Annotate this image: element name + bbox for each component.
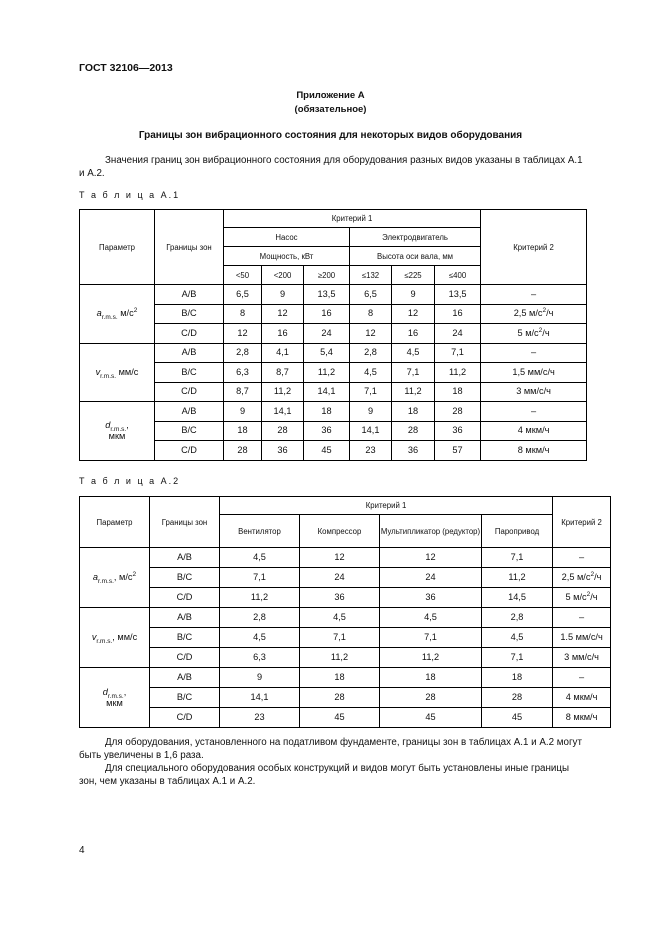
value-cell: 4,5 — [392, 343, 435, 363]
criterion1-header: Критерий 1 — [224, 210, 481, 228]
subheader-cell: Паропривод — [482, 515, 553, 548]
zone-cell: C/D — [155, 441, 224, 461]
parameter-cell — [80, 402, 155, 461]
value-cell: 18 — [300, 668, 380, 688]
parameter-symbol: v — [91, 632, 97, 642]
value-cell: 28 — [380, 688, 482, 708]
criterion2-suffix: /ч — [594, 572, 602, 582]
value-cell: 28 — [224, 441, 262, 461]
parameter-unit: , — [126, 419, 129, 430]
table-row — [80, 402, 587, 422]
parameter-subscript: r.m.s. — [101, 314, 118, 322]
value-cell: 14,1 — [262, 402, 304, 422]
parameter-unit: м/с — [117, 308, 134, 319]
criterion2-value: – — [531, 288, 537, 299]
table-row — [80, 285, 587, 305]
parameter-label — [80, 632, 149, 643]
parameter-label — [80, 572, 149, 583]
subheader-cell: ≤400 — [435, 266, 481, 285]
value-cell: 18 — [380, 668, 482, 688]
criterion2-suffix: /ч — [542, 327, 550, 338]
criterion2-cell — [553, 708, 611, 728]
criterion1-header: Критерий 1 — [220, 497, 553, 515]
subheader-cell: ≤225 — [392, 266, 435, 285]
value-cell: 12 — [262, 304, 304, 324]
appendix-status: (обязательное) — [294, 104, 367, 115]
criterion2-cell — [481, 421, 587, 441]
note-paragraph-2: Для специального оборудования особых конструкций и видов могут быть установлены иные границы зон, чем указаны в таблицах А.1 и А.2. — [79, 763, 570, 787]
value-cell: 11,2 — [304, 363, 350, 383]
value-cell: 9 — [220, 668, 300, 688]
value-cell: 16 — [392, 324, 435, 344]
value-cell: 6,5 — [350, 285, 392, 305]
value-cell: 24 — [304, 324, 350, 344]
value-cell: 14,5 — [482, 588, 553, 608]
parameter-unit: , м/с — [113, 572, 133, 582]
value-cell: 36 — [304, 421, 350, 441]
table-row — [80, 648, 611, 668]
zone-cell: B/C — [155, 421, 224, 441]
value-cell: 4,5 — [300, 608, 380, 628]
zone-cell: C/D — [150, 708, 220, 728]
parameter-unit-line2: мкм — [108, 430, 126, 441]
parameter-subscript: r.m.s. — [107, 692, 124, 700]
value-cell: 57 — [435, 441, 481, 461]
value-cell: 4,5 — [380, 608, 482, 628]
value-cell: 6,5 — [224, 285, 262, 305]
pump-header: Насос — [224, 228, 350, 247]
parameter-unit: , — [123, 686, 127, 697]
table-row — [80, 324, 587, 344]
intro-paragraph: Значения границ зон вибрационного состояния для оборудования разных видов указаны в таблицах А.1 и А.2. — [79, 155, 583, 179]
criterion2-exponent: 2 — [586, 590, 591, 598]
table-row — [80, 588, 611, 608]
value-cell: 2,8 — [350, 343, 392, 363]
criterion2-value: 1,5 мм/с/ч — [512, 366, 555, 377]
criterion2-value: 2,5 м/с — [513, 308, 543, 319]
standard-header: ГОСТ 32106—2013 — [79, 62, 173, 74]
parameter-cell — [80, 548, 150, 608]
value-cell: 7,1 — [220, 568, 300, 588]
criterion2-value: 5 м/с — [565, 592, 587, 602]
shaft-height-header: Высота оси вала, мм — [350, 247, 481, 266]
criterion2-header: Критерий 2 — [553, 497, 611, 548]
parameter-label — [80, 420, 154, 431]
zone-cell: B/C — [150, 688, 220, 708]
criterion2-value: 1.5 мм/с/ч — [560, 632, 603, 642]
value-cell: 13,5 — [435, 285, 481, 305]
criterion2-value: 3 мм/с/ч — [564, 652, 599, 662]
parameter-cell — [80, 343, 155, 402]
value-cell: 24 — [435, 324, 481, 344]
value-cell: 45 — [482, 708, 553, 728]
parameter-cell — [80, 285, 155, 344]
value-cell: 6,3 — [220, 648, 300, 668]
criterion2-value: 2,5 м/с — [561, 572, 591, 582]
value-cell: 23 — [350, 441, 392, 461]
table-row — [80, 363, 587, 383]
value-cell: 6,3 — [224, 363, 262, 383]
table1-caption: Т а б л и ц а А.1 — [79, 190, 181, 200]
subheader-cell: <200 — [262, 266, 304, 285]
table-a2 — [79, 496, 611, 728]
value-cell: 14,1 — [350, 421, 392, 441]
table-row — [80, 568, 611, 588]
value-cell: 7,1 — [392, 363, 435, 383]
value-cell: 16 — [262, 324, 304, 344]
parameter-cell — [80, 668, 150, 728]
subheader-cell: Вентилятор — [220, 515, 300, 548]
table-a1 — [79, 209, 587, 461]
criterion2-value: – — [531, 347, 537, 358]
criterion2-cell — [481, 285, 587, 305]
zone-cell: B/C — [155, 363, 224, 383]
criterion2-cell — [481, 363, 587, 383]
criterion2-header: Критерий 2 — [481, 210, 587, 285]
criterion2-suffix: /ч — [590, 592, 598, 602]
table-row — [80, 441, 587, 461]
value-cell: 28 — [482, 688, 553, 708]
value-cell: 11,2 — [300, 648, 380, 668]
value-cell: 16 — [435, 304, 481, 324]
table-row — [80, 421, 587, 441]
parameter-label — [80, 687, 149, 698]
value-cell: 7,1 — [435, 343, 481, 363]
table-row — [80, 382, 587, 402]
value-cell: 8 — [224, 304, 262, 324]
value-cell: 7,1 — [300, 628, 380, 648]
zone-cell: A/B — [150, 668, 220, 688]
zone-cell: C/D — [155, 382, 224, 402]
criterion2-cell — [553, 608, 611, 628]
value-cell: 12 — [300, 548, 380, 568]
value-cell: 9 — [350, 402, 392, 422]
zone-cell: B/C — [155, 304, 224, 324]
value-cell: 4,5 — [482, 628, 553, 648]
criterion2-cell — [481, 343, 587, 363]
table-row — [80, 304, 587, 324]
motor-header: Электродвигатель — [350, 228, 481, 247]
value-cell: 11,2 — [380, 648, 482, 668]
value-cell: 13,5 — [304, 285, 350, 305]
zone-cell: B/C — [150, 568, 220, 588]
criterion2-value: – — [578, 612, 585, 622]
value-cell: 36 — [262, 441, 304, 461]
value-cell: 12 — [350, 324, 392, 344]
criterion2-cell — [481, 441, 587, 461]
value-cell: 11,2 — [392, 382, 435, 402]
table-row — [80, 608, 611, 628]
parameter-subscript: r.m.s. — [98, 577, 114, 585]
value-cell: 5,4 — [304, 343, 350, 363]
param-header: Параметр — [80, 210, 155, 285]
criterion2-exponent: 2 — [590, 570, 595, 578]
value-cell: 28 — [262, 421, 304, 441]
zone-cell: C/D — [150, 648, 220, 668]
criterion2-cell — [553, 568, 611, 588]
value-cell: 28 — [300, 688, 380, 708]
value-cell: 18 — [304, 402, 350, 422]
value-cell: 9 — [262, 285, 304, 305]
criterion2-value: 3 мм/с/ч — [516, 386, 551, 397]
parameter-unit-exponent: 2 — [132, 570, 137, 578]
zones-header: Границы зон — [150, 497, 220, 548]
value-cell: 7,1 — [482, 548, 553, 568]
parameter-unit-line2: мкм — [106, 697, 123, 708]
value-cell: 11,2 — [262, 382, 304, 402]
parameter-subscript: r.m.s. — [96, 637, 113, 645]
value-cell: 7,1 — [482, 648, 553, 668]
criterion2-cell — [481, 324, 587, 344]
criterion2-value: – — [531, 405, 537, 416]
zone-cell: C/D — [155, 324, 224, 344]
section-title: Границы зон вибрационного состояния для некоторых видов оборудования — [138, 130, 523, 141]
value-cell: 45 — [304, 441, 350, 461]
criterion2-exponent: 2 — [542, 307, 547, 315]
value-cell: 9 — [224, 402, 262, 422]
parameter-symbol: a — [92, 572, 99, 582]
value-cell: 4,1 — [262, 343, 304, 363]
value-cell: 18 — [392, 402, 435, 422]
parameter-unit: , мм/с — [112, 632, 138, 642]
parameter-symbol: d — [102, 686, 108, 697]
value-cell: 11,2 — [435, 363, 481, 383]
value-cell: 24 — [300, 568, 380, 588]
criterion2-cell — [553, 688, 611, 708]
value-cell: 14,1 — [304, 382, 350, 402]
value-cell: 36 — [380, 588, 482, 608]
parameter-symbol: v — [95, 366, 101, 377]
value-cell: 12 — [380, 548, 482, 568]
zone-cell: A/B — [155, 402, 224, 422]
value-cell: 28 — [435, 402, 481, 422]
value-cell: 18 — [435, 382, 481, 402]
criterion2-cell — [553, 628, 611, 648]
criterion2-cell — [553, 648, 611, 668]
value-cell: 8 — [350, 304, 392, 324]
value-cell: 36 — [435, 421, 481, 441]
criterion2-suffix: /ч — [546, 308, 554, 319]
parameter-label — [80, 307, 154, 322]
note-paragraph-1: Для оборудования, установленного на податливом фундаменте, границы зон в таблицах А.1 и А.2 могут быть увеличены в 1,6 раза. — [79, 737, 582, 761]
value-cell: 36 — [392, 441, 435, 461]
table-row — [80, 688, 611, 708]
zone-cell: B/C — [150, 628, 220, 648]
parameter-subscript: r.m.s. — [110, 425, 127, 433]
value-cell: 16 — [304, 304, 350, 324]
table2-caption: Т а б л и ц а А.2 — [79, 476, 181, 486]
appendix-name: Приложение А — [296, 90, 365, 101]
zone-cell: A/B — [150, 548, 220, 568]
subheader-cell: ≥200 — [304, 266, 350, 285]
value-cell: 9 — [392, 285, 435, 305]
value-cell: 45 — [380, 708, 482, 728]
criterion2-value: – — [578, 552, 585, 562]
zone-cell: C/D — [150, 588, 220, 608]
zone-cell: A/B — [155, 343, 224, 363]
page-number: 4 — [79, 845, 85, 856]
criterion2-value: 8 мкм/ч — [517, 444, 550, 455]
subheader-cell: Мультипликатор (редуктор) — [380, 515, 482, 548]
criterion2-cell — [553, 548, 611, 568]
criterion2-value: – — [578, 672, 585, 682]
zone-cell: A/B — [150, 608, 220, 628]
criterion2-cell — [553, 588, 611, 608]
value-cell: 23 — [220, 708, 300, 728]
criterion2-exponent: 2 — [538, 326, 543, 334]
parameter-unit: мм/с — [116, 366, 139, 377]
value-cell: 4,5 — [350, 363, 392, 383]
parameter-unit-exponent: 2 — [133, 307, 138, 315]
value-cell: 36 — [300, 588, 380, 608]
criterion2-cell — [481, 382, 587, 402]
criterion2-value: 5 м/с — [517, 327, 539, 338]
value-cell: 11,2 — [220, 588, 300, 608]
value-cell: 14,1 — [220, 688, 300, 708]
subheader-cell: ≤132 — [350, 266, 392, 285]
value-cell: 18 — [224, 421, 262, 441]
criterion2-cell — [553, 668, 611, 688]
table-row — [80, 548, 611, 568]
value-cell: 12 — [392, 304, 435, 324]
criterion2-cell — [481, 304, 587, 324]
value-cell: 8,7 — [224, 382, 262, 402]
value-cell: 2,8 — [220, 608, 300, 628]
parameter-label — [80, 367, 154, 378]
criterion2-value: 4 мкм/ч — [517, 425, 550, 436]
table-row — [80, 668, 611, 688]
table-row — [80, 628, 611, 648]
criterion2-value: 8 мкм/ч — [565, 712, 598, 722]
table-row — [80, 343, 587, 363]
subheader-cell: <50 — [224, 266, 262, 285]
parameter-symbol: a — [96, 308, 102, 319]
value-cell: 4,5 — [220, 548, 300, 568]
value-cell: 28 — [392, 421, 435, 441]
value-cell: 2,8 — [224, 343, 262, 363]
criterion2-cell — [481, 402, 587, 422]
parameter-symbol: d — [105, 419, 111, 430]
value-cell: 7,1 — [380, 628, 482, 648]
criterion2-value: 4 мкм/ч — [565, 692, 598, 702]
parameter-cell — [80, 608, 150, 668]
parameter-subscript: r.m.s. — [100, 372, 117, 380]
zone-cell: A/B — [155, 285, 224, 305]
subheader-cell: Компрессор — [300, 515, 380, 548]
value-cell: 45 — [300, 708, 380, 728]
power-header: Мощность, кВт — [224, 247, 350, 266]
value-cell: 11,2 — [482, 568, 553, 588]
zones-header: Границы зон — [155, 210, 224, 285]
value-cell: 12 — [224, 324, 262, 344]
value-cell: 2,8 — [482, 608, 553, 628]
value-cell: 7,1 — [350, 382, 392, 402]
value-cell: 24 — [380, 568, 482, 588]
value-cell: 8,7 — [262, 363, 304, 383]
param-header: Параметр — [80, 497, 150, 548]
value-cell: 4,5 — [220, 628, 300, 648]
table-row — [80, 708, 611, 728]
value-cell: 18 — [482, 668, 553, 688]
